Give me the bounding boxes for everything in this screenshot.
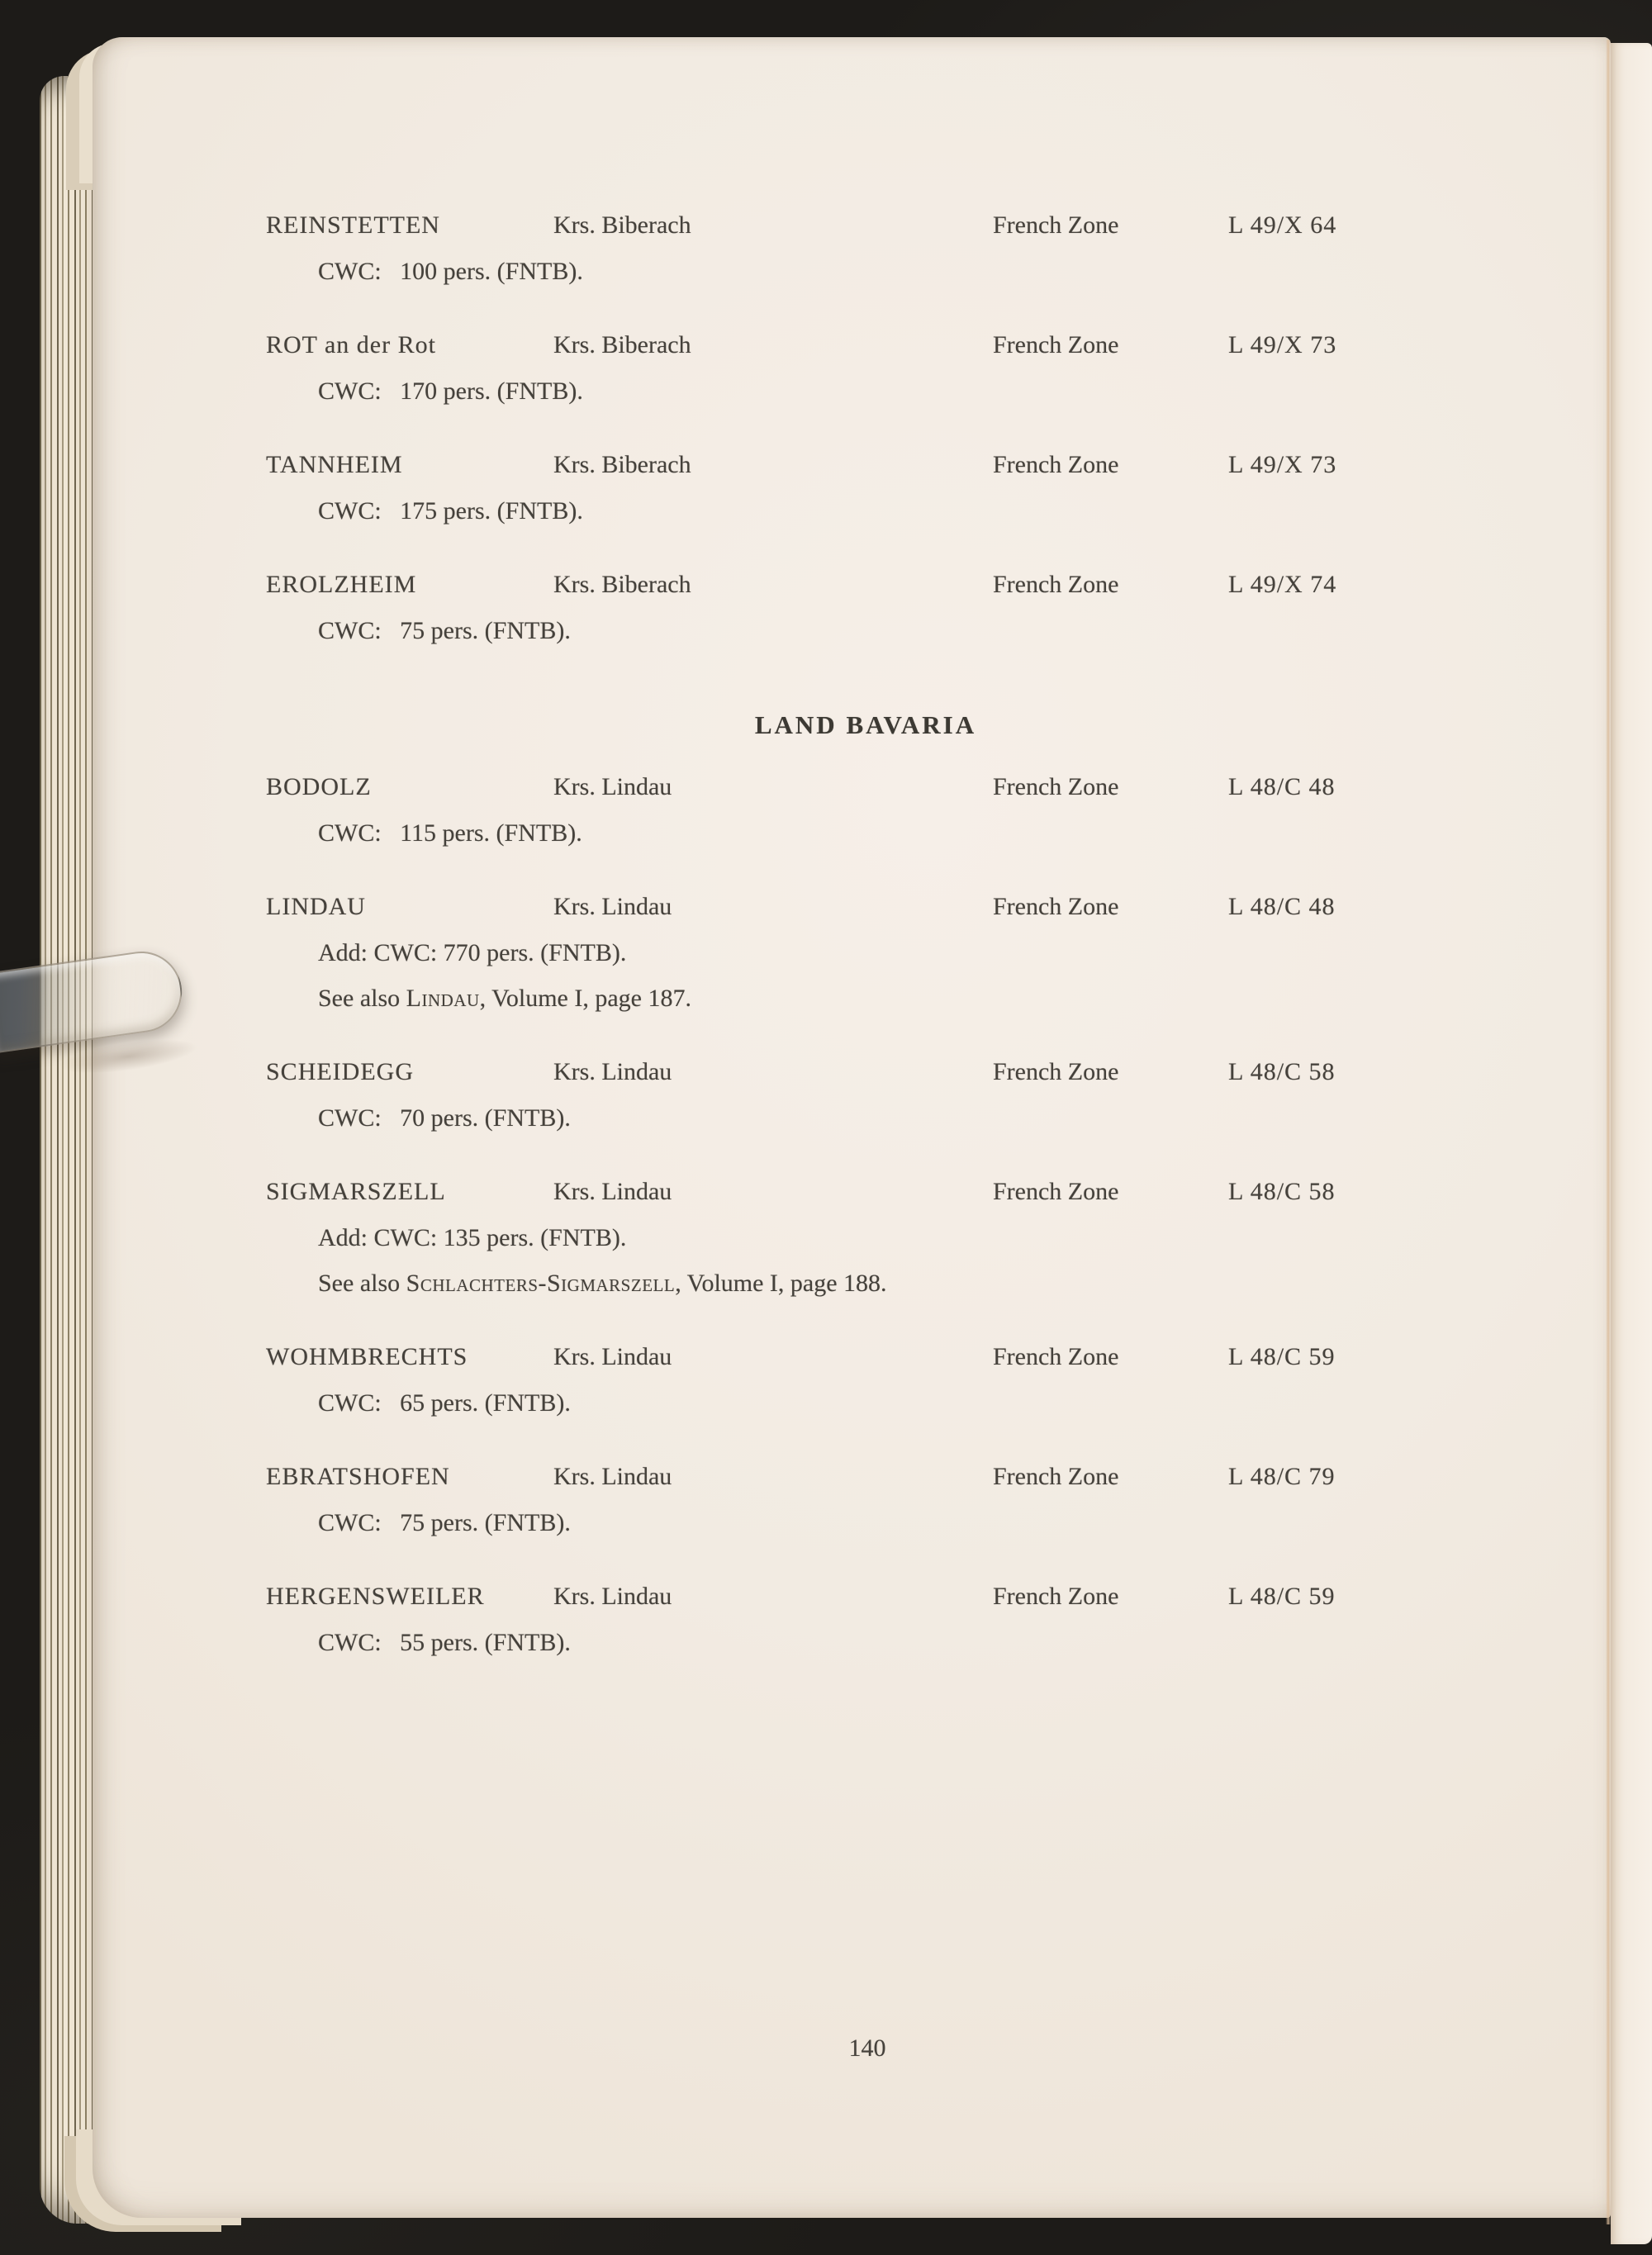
detail-line: CWC: 175 pers. (FNTB). — [318, 497, 583, 525]
detail-line: CWC: 100 pers. (FNTB). — [318, 258, 583, 285]
zone-label: French Zone — [993, 773, 1119, 800]
kreis-label: Krs. Lindau — [553, 1058, 672, 1085]
town-name: LINDAU — [266, 893, 366, 920]
gazetteer-entry — [266, 1056, 1348, 1135]
detail-line: CWC: 70 pers. (FNTB). — [318, 1104, 571, 1132]
entry-row — [266, 329, 1348, 362]
grid-reference: L 48/C 48 — [1228, 893, 1336, 920]
town-name: SIGMARSZELL — [266, 1178, 446, 1205]
detail-line: CWC: 75 pers. (FNTB). — [318, 617, 571, 644]
grid-reference: L 49/X 64 — [1228, 211, 1337, 239]
kreis-label: Krs. Lindau — [553, 893, 672, 920]
page-fore-edge-stack — [40, 76, 96, 2224]
see-also-suffix: , Volume I, page 187. — [479, 985, 691, 1012]
grid-reference: L 49/X 74 — [1228, 571, 1337, 598]
gazetteer-entry — [266, 209, 1348, 288]
town-name: REINSTETTEN — [266, 211, 440, 239]
section — [266, 709, 1348, 1659]
gazetteer-entry — [266, 771, 1348, 850]
see-also-town: Lindau — [406, 985, 480, 1012]
gazetteer-entry — [266, 1175, 1348, 1300]
gazetteer-entry — [266, 568, 1348, 648]
grid-reference: L 48/C 58 — [1228, 1178, 1336, 1205]
kreis-label: Krs. Biberach — [553, 331, 691, 358]
see-also-suffix: , Volume I, page 188. — [675, 1270, 887, 1297]
town-name: SCHEIDEGG — [266, 1058, 414, 1085]
entry-row — [266, 1056, 1348, 1089]
gazetteer-entry — [266, 1341, 1348, 1420]
grid-reference: L 49/X 73 — [1228, 331, 1337, 358]
gazetteer-entry — [266, 1460, 1348, 1540]
zone-label: French Zone — [993, 331, 1119, 358]
entry-row — [266, 1460, 1348, 1493]
town-name: ROT an der Rot — [266, 331, 436, 358]
entry-row — [266, 771, 1348, 804]
zone-label: French Zone — [993, 1583, 1119, 1610]
gazetteer-entry — [266, 1580, 1348, 1659]
zone-label: French Zone — [993, 211, 1119, 239]
town-name: BODOLZ — [266, 773, 372, 800]
page-number: 140 — [848, 2034, 886, 2062]
detail-line: Add: CWC: 135 pers. (FNTB). — [318, 1224, 627, 1251]
kreis-label: Krs. Biberach — [553, 571, 691, 598]
detail-line: Add: CWC: 770 pers. (FNTB). — [318, 939, 627, 966]
gazetteer-entry — [266, 449, 1348, 528]
section-entries — [266, 771, 1348, 1659]
zone-label: French Zone — [993, 1178, 1119, 1205]
see-also-town: Schlachters-Sigmarszell — [406, 1270, 676, 1297]
zone-label: French Zone — [993, 893, 1119, 920]
entry-row — [266, 890, 1348, 923]
entry-row — [266, 449, 1348, 482]
grid-reference: L 48/C 48 — [1228, 773, 1336, 800]
kreis-label: Krs. Lindau — [553, 1343, 672, 1370]
town-name: TANNHEIM — [266, 451, 403, 478]
town-name: HERGENSWEILER — [266, 1583, 485, 1610]
entry-row — [266, 1580, 1348, 1613]
town-name: EROLZHEIM — [266, 571, 417, 598]
town-name: WOHMBRECHTS — [266, 1343, 468, 1370]
zone-label: French Zone — [993, 451, 1119, 478]
entry-row — [266, 209, 1348, 242]
zone-label: French Zone — [993, 1463, 1119, 1490]
kreis-label: Krs. Lindau — [553, 1583, 672, 1610]
grid-reference: L 48/C 58 — [1228, 1058, 1336, 1085]
see-also-line — [318, 982, 1348, 1015]
see-also-prefix: See also — [318, 985, 406, 1012]
zone-label: French Zone — [993, 1058, 1119, 1085]
grid-reference: L 49/X 73 — [1228, 451, 1337, 478]
see-also-prefix: See also — [318, 1270, 406, 1297]
town-name: EBRATSHOFEN — [266, 1463, 450, 1490]
detail-line: CWC: 65 pers. (FNTB). — [318, 1389, 571, 1417]
zone-label: French Zone — [993, 571, 1119, 598]
grid-reference: L 48/C 59 — [1228, 1343, 1336, 1370]
detail-line: CWC: 115 pers. (FNTB). — [318, 819, 582, 847]
kreis-label: Krs. Biberach — [553, 211, 691, 239]
grid-reference: L 48/C 79 — [1228, 1463, 1336, 1490]
section — [266, 209, 1348, 648]
grid-reference: L 48/C 59 — [1228, 1583, 1336, 1610]
kreis-label: Krs. Lindau — [553, 1463, 672, 1490]
entry-row — [266, 1341, 1348, 1374]
kreis-label: Krs. Lindau — [553, 773, 672, 800]
gazetteer-entry — [266, 890, 1348, 1015]
entry-row — [266, 1175, 1348, 1208]
detail-line: CWC: 170 pers. (FNTB). — [318, 377, 583, 405]
see-also-line — [318, 1267, 1348, 1300]
gazetteer-entry — [266, 329, 1348, 408]
detail-line: CWC: 75 pers. (FNTB). — [318, 1509, 571, 1536]
kreis-label: Krs. Biberach — [553, 451, 691, 478]
facing-page-sliver — [1611, 43, 1652, 2244]
detail-line: CWC: 55 pers. (FNTB). — [318, 1629, 571, 1656]
entry-row — [266, 568, 1348, 601]
zone-label: French Zone — [993, 1343, 1119, 1370]
entries-host — [266, 209, 1348, 1700]
section-heading: LAND BAVARIA — [754, 710, 977, 739]
kreis-label: Krs. Lindau — [553, 1178, 672, 1205]
section-entries — [266, 209, 1348, 648]
